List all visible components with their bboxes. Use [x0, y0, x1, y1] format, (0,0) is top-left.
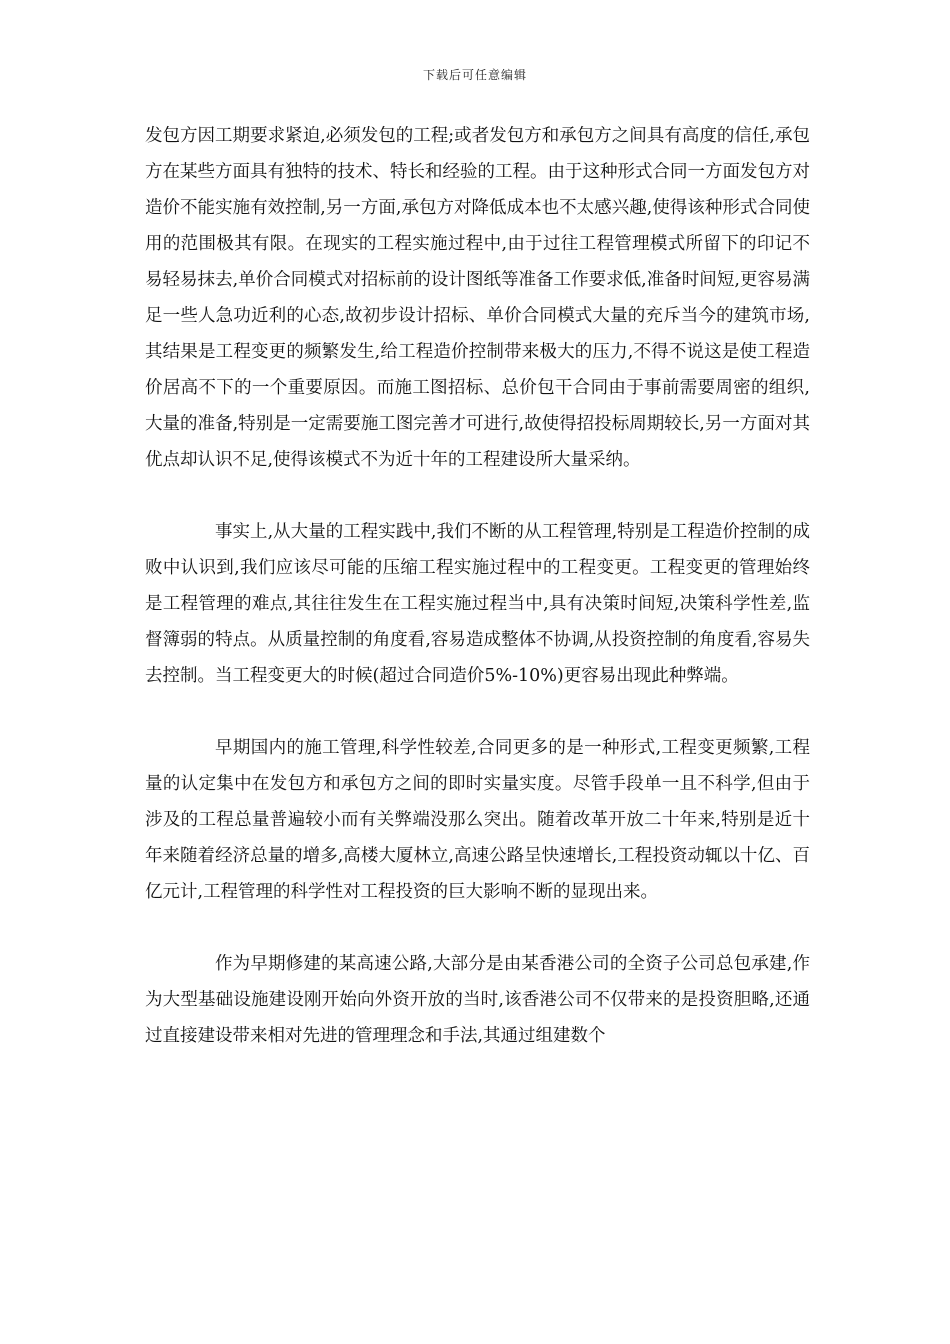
header-text: 下载后可任意编辑 [422, 68, 527, 82]
paragraph-1: 发包方因工期要求紧迫,必须发包的工程;或者发包方和承包方之间具有高度的信任,承包方在某些方面具有独特的技术、特长和经验的工程。由于这种形式合同一方面发包方对造价不能实施有效控制,另一方面,承包方对降低成本也不太感兴趣,使得该种形式合同使用的范围极其有限。在现实的工程实施过程中,由于过往工程管理模式所留下的印记不易轻易抹去,单价合同模式对招标前的设计图纸等准备工作要求低,准备时间短,更容易满足一些人急功近利的心态,故初步设计招标、单价合同模式大量的充斥当今的建筑市场,其结果是工程变更的频繁发生,给工程造价控制带来极大的压力,不得不说这是使工程造价居高不下的一个重要原因。而施工图招标、总价包干合同由于事前需要周密的组织,大量的准备,特别是一定需要施工图完善才可进行,故使得招投标周期较长,另一方面对其优点却认识不足,使得该模式不为近十年的工程建设所大量采纳。 [145, 126, 810, 470]
paragraph-spacer [145, 478, 810, 514]
document-body [145, 118, 810, 1054]
paragraph-2: 事实上,从大量的工程实践中,我们不断的从工程管理,特别是工程造价控制的成败中认识到,我们应该尽可能的压缩工程实施过程中的工程变更。工程变更的管理始终是工程管理的难点,其往往发生在工程实施过程当中,具有决策时间短,决策科学性差,监督簿弱的特点。从质量控制的角度看,容易造成整体不协调,从投资控制的角度看,容易失去控制。当工程变更大的时候(超过合同造价5%-10%)更容易出现此种弊端。 [145, 522, 810, 686]
paragraph-3: 早期国内的施工管理,科学性较差,合同更多的是一种形式,工程变更频繁,工程量的认定集中在发包方和承包方之间的即时实量实度。尽管手段单一且不科学,但由于涉及的工程总量普遍较小而有关弊端没那么突出。随着改革开放二十年来,特别是近十年来随着经济总量的增多,高楼大厦林立,高速公路呈快速增长,工程投资动辄以十亿、百亿元计,工程管理的科学性对工程投资的巨大影响不断的显现出来。 [145, 738, 810, 902]
paragraph-4: 作为早期修建的某高速公路,大部分是由某香港公司的全资子公司总包承建,作为大型基础设施建设刚开始向外资开放的当时,该香港公司不仅带来的是投资胆略,还通过直接建设带来相对先进的管理理念和手法,其通过组建数个 [145, 954, 810, 1046]
page-header [0, 66, 950, 83]
paragraph-spacer [145, 694, 810, 730]
paragraph-spacer [145, 910, 810, 946]
